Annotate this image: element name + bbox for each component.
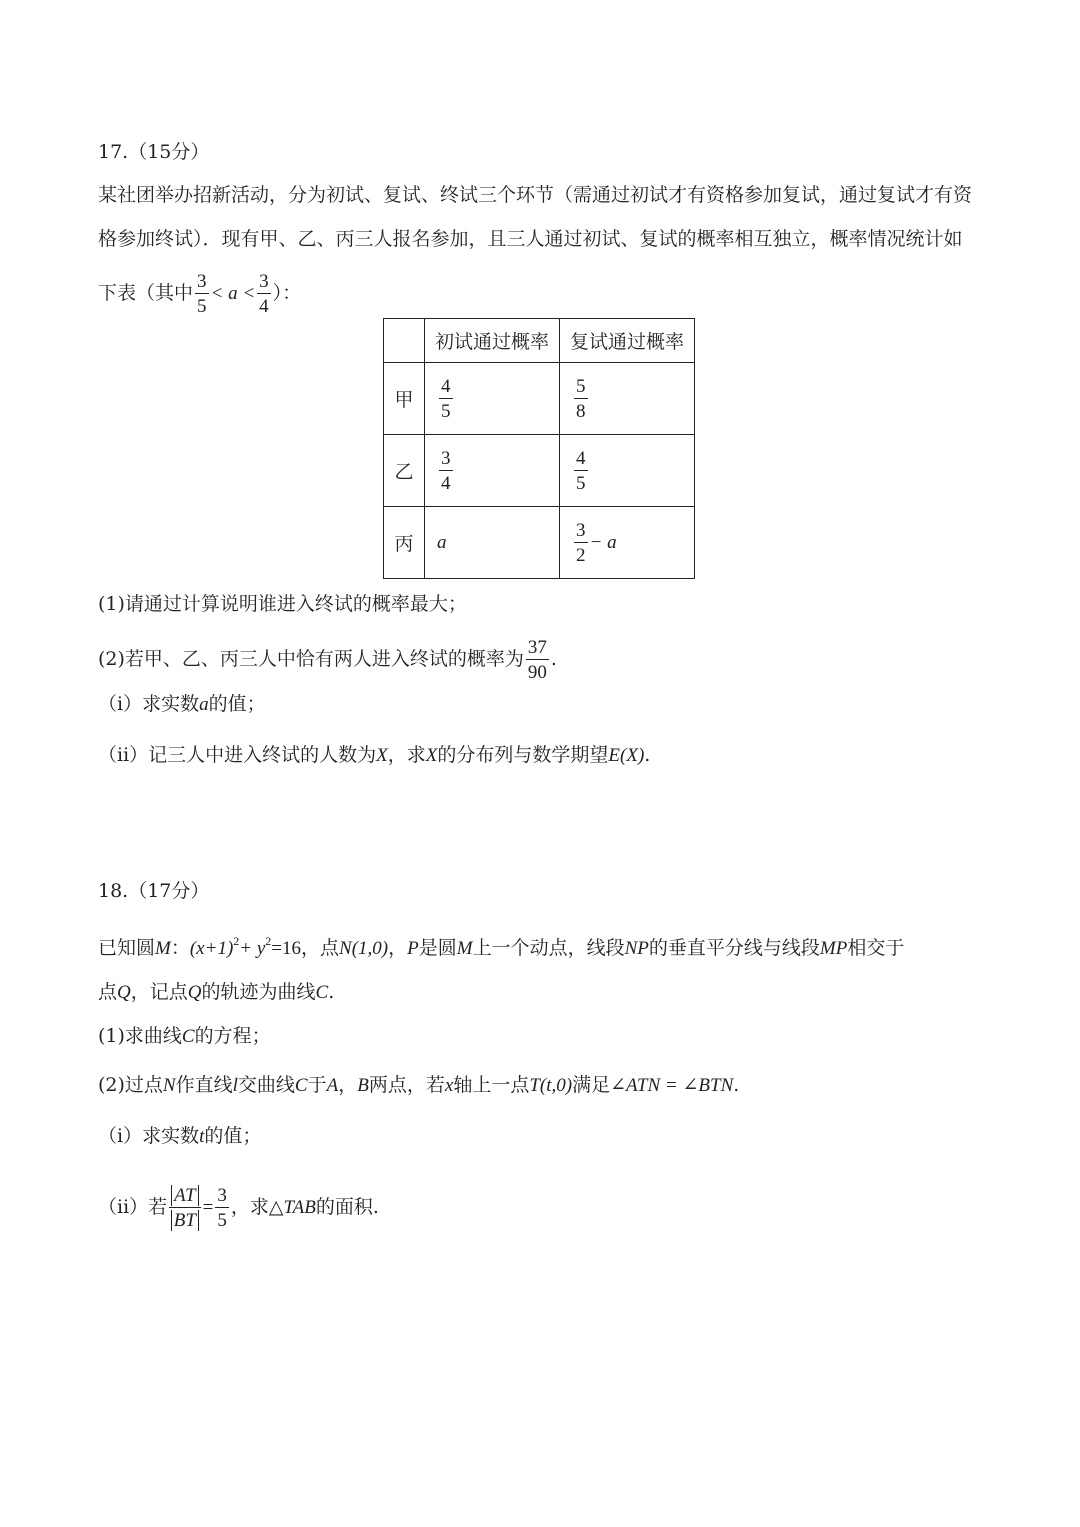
table-header-second-round: 复试通过概率 [560,319,695,363]
q18-text-line1 [98,927,904,963]
abs-BT: BT [171,1210,199,1231]
q17-number: 17.（15分） [98,141,210,163]
table-row [384,435,695,507]
q18-p2-t6: 轴上一点 [453,1074,530,1096]
frac-num: 37 [527,637,547,658]
frac-den: 4 [259,296,269,317]
cell-p1 [425,507,560,579]
circle-eq-c: =16 [271,938,302,959]
frac-den: 5 [441,400,451,422]
q18-l2-suffix: . [328,981,335,1003]
circle-eq-a: (x+1) [189,938,234,959]
seg-NP: NP [624,938,649,959]
ratio-value-frac [215,1186,229,1230]
frac-num: 3 [217,1185,227,1206]
q18-p2-t2: 交曲线 [237,1074,295,1096]
q18-l1-mid1: ，点 [301,937,340,959]
frac-num: 3 [576,519,586,541]
table-header-empty [384,319,425,363]
fraction [574,377,588,421]
var-l: l [232,1075,238,1096]
q18-sub-ii-suffix: 的面积. [315,1196,379,1218]
q17-part2-suffix: . [550,648,557,670]
var-M: M [155,938,171,959]
var-X: X [376,745,388,766]
q18-p2-t5: 两点，若 [368,1074,445,1096]
cell-p1 [425,363,560,435]
var-B: B [357,1075,369,1096]
q17-sub-i [98,690,266,719]
q17-text-line2: 格参加终试）．现有甲、乙、丙三人报名参加，且三人通过初试、复试的概率相互独立，概率情况统计如 [98,228,963,250]
var-a: a [199,694,209,715]
circle-eq-sup1: 2 [233,934,240,948]
q18-p2-t1: 作直线 [175,1074,233,1096]
q18-p2-t3: 于 [307,1074,327,1096]
frac-den: 4 [441,472,451,494]
expectation-EX: E(X) [608,745,645,766]
q17-sub-i-suffix: 的值； [208,693,266,715]
row-name-bing: 丙 [384,507,425,579]
q18-part2 [98,1071,739,1100]
q17-sub-ii-mid2: 的分布列与数学期望 [437,744,609,766]
q18-sub-i-suffix: 的值； [204,1125,262,1147]
q18-sub-ii [98,1186,379,1230]
cell-p2 [560,435,695,507]
q18-sub-i-prefix: （i）求实数 [98,1125,200,1147]
q17-text-line1: 某社团举办招新活动，分为初试、复试、终试三个环节（需通过初试才有资格参加复试，通过复试才有资 [98,184,973,206]
q17-sub-i-prefix: （ⅰ）求实数 [98,693,200,715]
triangle-TAB: △TAB [268,1197,316,1218]
q18-colon: ： [170,937,190,959]
frac-num: 4 [441,375,451,397]
q17-part1: (1)请通过计算说明谁进入终试的概率最大； [98,593,467,615]
frac-den: 2 [576,544,586,566]
q17-line3-prefix: 下表（其中 [98,282,194,304]
q17-sub-ii-prefix: （ⅱ）记三人中进入终试的人数为 [98,744,377,766]
abs-AT: AT [171,1185,198,1206]
frac-den: 8 [576,400,586,422]
q18-p2-suffix: . [733,1074,740,1096]
var-C: C [315,982,329,1003]
q17-cond-mid: < a < [210,283,256,304]
ratio-frac [169,1186,200,1230]
frac-den: 5 [576,472,586,494]
q18-text-line2 [98,978,334,1007]
var-x: x [444,1075,454,1096]
frac-num: 5 [576,375,586,397]
q18-sub-ii-prefix: （ⅱ）若 [98,1196,168,1218]
probability-table [383,318,695,579]
frac-num: 3 [197,271,207,292]
ratio-eq: = [202,1197,214,1218]
q18-part1-suffix: 的方程； [194,1025,271,1047]
q18-l1-mid5: 的垂直平分线与线段 [648,937,820,959]
q18-sub-ii-mid: ，求 [230,1196,269,1218]
cell-tail: − a [589,531,617,553]
q17-cond-right-frac [257,272,271,316]
row-name-yi: 乙 [384,435,425,507]
fraction [574,521,588,565]
cell-p1 [425,435,560,507]
frac-den: 5 [197,296,207,317]
q17-part2 [98,638,557,682]
frac-num [169,1186,200,1208]
var-X: X [425,745,438,766]
q17-text-line3 [98,272,301,316]
q18-l1-mid2: ， [388,937,408,959]
var-M: M [456,938,473,959]
q18-l1-mid3: 是圆 [418,937,457,959]
q18-l2-mid2: 的轨迹为曲线 [201,981,316,1003]
q18-number: 18.（17分） [98,880,210,902]
q18-l1-mid4: 上一个动点，线段 [472,937,625,959]
frac-num: 3 [259,271,269,292]
angle-equation: ∠ATN = ∠BTN [610,1075,734,1096]
q18-l1-prefix: 已知圆 [98,937,156,959]
table-row [384,363,695,435]
var-A: A [326,1075,339,1096]
q18-part1-prefix: (1)求曲线 [98,1025,182,1047]
cell-p2 [560,363,695,435]
var-C: C [294,1075,308,1096]
q17-part2-prefix: (2)若甲、乙、丙三人中恰有两人进入终试的概率为 [98,648,524,670]
point-T: T(t,0) [529,1075,573,1096]
q18-l1-suffix: 相交于 [847,937,905,959]
frac-den [169,1208,200,1230]
q18-l2-prefix: 点 [98,981,118,1003]
q17-sub-ii [98,741,650,770]
q18-sub-i [98,1122,261,1151]
q17-sub-ii-mid1: ，求 [387,744,426,766]
circle-eq-sup2: 2 [265,934,272,948]
fraction [574,449,588,493]
fraction [439,377,453,421]
frac-num: 4 [576,447,586,469]
frac-den: 5 [217,1210,227,1231]
q17-sub-ii-suffix: . [644,744,651,766]
q17-part2-frac [526,638,549,682]
seg-MP: MP [819,938,848,959]
frac-den: 90 [527,662,547,683]
point-N: N(1,0) [339,938,389,959]
var-C: C [181,1026,195,1047]
var-P: P [407,938,419,959]
cell-p2 [560,507,695,579]
q18-p2-t4: ， [338,1074,358,1096]
table-row [384,507,695,579]
var-a: a [437,532,447,553]
var-Q: Q [117,982,131,1003]
row-name-jia: 甲 [384,363,425,435]
circle-eq-b: + y [239,938,266,959]
var-Q: Q [187,982,202,1003]
q17-cond-left-frac [195,272,209,316]
q17-line3-suffix: ）： [272,282,302,304]
table-header-first-round: 初试通过概率 [425,319,560,363]
var-N: N [162,1075,176,1096]
fraction [439,449,453,493]
q18-p2-prefix: (2)过点 [98,1074,163,1096]
q18-p2-t7: 满足 [572,1074,611,1096]
table-header-row [384,319,695,363]
q18-l2-mid: ，记点 [130,981,188,1003]
var-t: t [199,1126,205,1147]
q18-part1 [98,1022,271,1051]
frac-num: 3 [441,447,451,469]
